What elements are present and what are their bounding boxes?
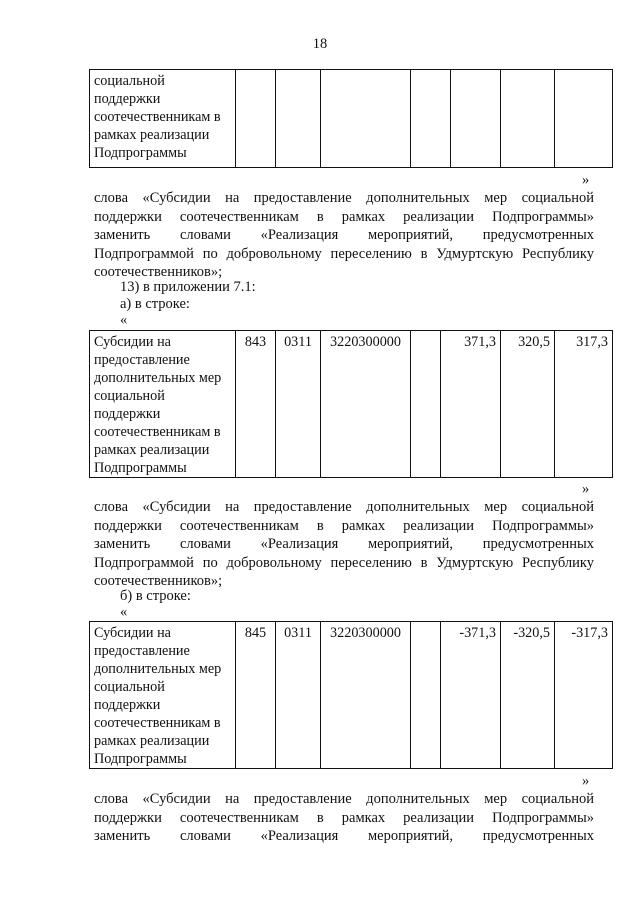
table-cell-code-4	[411, 331, 441, 478]
paragraph-line: слова «Субсидии на предоставление дополнительных мер социальной	[94, 190, 594, 206]
table-cell-value-2: -320,5	[501, 622, 555, 769]
table-cell-code-2: 0311	[276, 331, 321, 478]
table-continuation	[89, 69, 613, 168]
paragraph-line: слова «Субсидии на предоставление дополнительных мер социальной	[94, 499, 594, 515]
table-row	[90, 70, 613, 168]
paragraph-line: заменить словами «Реализация мероприятий, предусмотренных	[94, 536, 594, 552]
paragraph-line: слова «Субсидии на предоставление дополнительных мер социальной	[94, 791, 594, 807]
table-cell-name: социальной поддержки соотечественникам в рамках реализации Подпрограммы	[90, 70, 236, 168]
table-cell	[276, 70, 321, 168]
paragraph-line: поддержки соотечественникам в рамках реализации Подпрограммы»	[94, 517, 594, 534]
opening-quote: «	[120, 312, 128, 328]
page-number: 18	[312, 36, 328, 52]
item-13-heading: 13) в приложении 7.1:	[120, 279, 256, 295]
table-cell-name: Субсидии на предоставление дополнительных мер социальной поддержки соотечественникам в рамках реализации Подпрограммы	[90, 622, 236, 769]
table-row-b	[89, 621, 613, 769]
closing-quote: »	[582, 773, 590, 789]
paragraph-line: соотечественников»;	[94, 264, 223, 280]
paragraph-line: заменить словами «Реализация мероприятий, предусмотренных	[94, 828, 594, 844]
item-b-heading: б) в строке:	[120, 588, 191, 604]
table-cell-code-1: 845	[236, 622, 276, 769]
table-cell-name: Субсидии на предоставление дополнительных мер социальной поддержки соотечественникам в рамках реализации Подпрограммы	[90, 331, 236, 478]
table-cell	[451, 70, 501, 168]
table-row	[90, 622, 613, 769]
table-row-a	[89, 330, 613, 478]
table-cell	[236, 70, 276, 168]
table-cell-code-1: 843	[236, 331, 276, 478]
opening-quote: «	[120, 604, 128, 620]
table-cell-code-3: 3220300000	[321, 622, 411, 769]
item-a-heading: а) в строке:	[120, 296, 190, 312]
table-cell-code-4	[411, 622, 441, 769]
amendment-paragraph-3	[94, 790, 594, 846]
table-cell-code-2: 0311	[276, 622, 321, 769]
paragraph-line: заменить словами «Реализация мероприятий, предусмотренных	[94, 227, 594, 243]
closing-quote: »	[582, 172, 590, 188]
amendment-paragraph-2	[94, 498, 594, 591]
paragraph-line: поддержки соотечественникам в рамках реализации Подпрограммы»	[94, 809, 594, 826]
table-cell-value-3: 317,3	[555, 331, 613, 478]
table-cell	[411, 70, 451, 168]
table-cell	[321, 70, 411, 168]
table-row	[90, 331, 613, 478]
table-cell-value-2: 320,5	[501, 331, 555, 478]
amendment-paragraph-1	[94, 189, 594, 282]
paragraph-line: поддержки соотечественникам в рамках реализации Подпрограммы»	[94, 208, 594, 225]
table-cell-value-1: 371,3	[441, 331, 501, 478]
table-cell-value-3: -317,3	[555, 622, 613, 769]
table-cell	[555, 70, 613, 168]
table-cell-code-3: 3220300000	[321, 331, 411, 478]
paragraph-line: Подпрограммой по добровольному переселению в Удмуртскую Республику	[94, 554, 594, 571]
paragraph-line: Подпрограммой по добровольному переселению в Удмуртскую Республику	[94, 245, 594, 262]
paragraph-line: соотечественников»;	[94, 573, 223, 589]
table-cell	[501, 70, 555, 168]
table-cell-value-1: -371,3	[441, 622, 501, 769]
closing-quote: »	[582, 481, 590, 497]
